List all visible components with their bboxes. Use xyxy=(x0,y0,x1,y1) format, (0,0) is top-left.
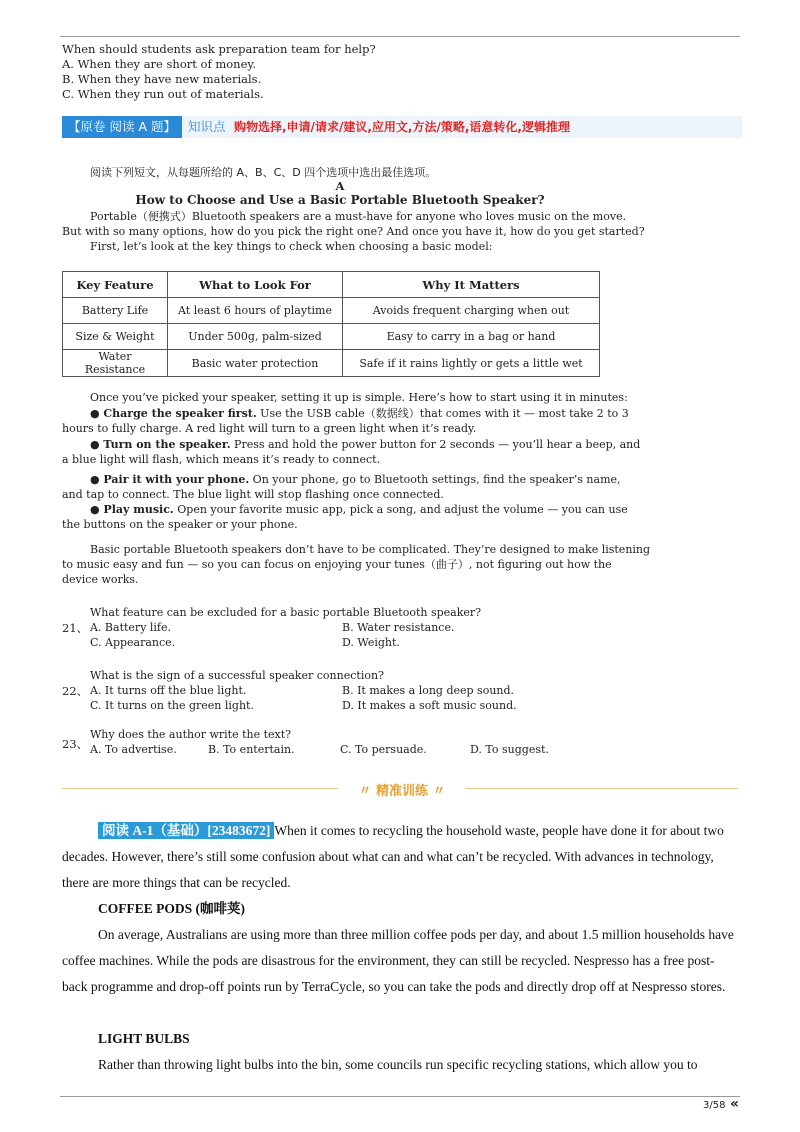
option-d: D. To suggest. xyxy=(470,743,549,756)
bullet-cont: the buttons on the speaker or your phone. xyxy=(62,518,298,531)
bullet-text: Use the USB cable（数据线）that comes with it — most take 2 to 3 xyxy=(256,407,629,420)
section-divider xyxy=(62,780,738,798)
practice-intro-text: When it comes to recycling the household waste, people have done it for about two decades. However, there’s still some confusion about what can and what can’t be recycled. With advances in technology, there are more things that can be recycled. xyxy=(62,823,724,890)
question-number: 22、 xyxy=(62,684,89,698)
question-stem: Why does the author write the text? xyxy=(90,728,292,741)
paragraph-line: But with so many options, how do you pick the right one? And once you have it, how do you get started? xyxy=(62,225,645,238)
option-a: A. It turns off the blue light. xyxy=(90,684,247,697)
bullet-charge xyxy=(90,406,629,421)
table-header: Why It Matters xyxy=(343,272,600,298)
practice-tag: 阅读 A-1（基础）[23483672] xyxy=(98,822,274,839)
top-rule xyxy=(60,36,740,37)
divider-line-right xyxy=(466,788,738,789)
option-b: B. Water resistance. xyxy=(342,621,455,634)
table-cell: Under 500g, palm-sized xyxy=(168,324,343,350)
bullet-heading: ● Charge the speaker first. xyxy=(90,407,257,420)
table-cell: Battery Life xyxy=(63,298,168,324)
instruction: 阅读下列短文，从每题所给的 A、B、C、D 四个选项中选出最佳选项。 xyxy=(90,166,437,179)
question-number: 23、 xyxy=(62,737,89,751)
bullet-heading: ● Play music. xyxy=(90,503,174,516)
option-c: C. To persuade. xyxy=(340,743,427,756)
table-cell: At least 6 hours of playtime xyxy=(168,298,343,324)
prev-option-c: C. When they run out of materials. xyxy=(62,87,264,101)
heading-light-bulbs: LIGHT BULBS xyxy=(98,1031,190,1046)
bullet-text: Open your favorite music app, pick a song, and adjust the volume — you can use xyxy=(173,503,628,516)
feature-table xyxy=(62,271,600,377)
option-d: D. It makes a soft music sound. xyxy=(342,699,517,712)
question-stem: What feature can be excluded for a basic portable Bluetooth speaker? xyxy=(90,606,482,619)
table-cell: Avoids frequent charging when out xyxy=(343,298,600,324)
paragraph-coffee-pods: On average, Australians are using more than three million coffee pods per day, and about 1.5 million households have coffee machines. While the pods are disastrous for the environment, they can still be recycled. Nespresso has a free post-back programme and drop-off points run by TerraCycle, so you can take the pods and directly drop off at Nespresso stores. xyxy=(62,927,734,994)
divider-title: 〃 精准训练 〃 xyxy=(358,784,446,799)
option-c: C. Appearance. xyxy=(90,636,176,649)
bullet-heading: ● Turn on the speaker. xyxy=(90,438,231,451)
prev-option-b: B. When they have new materials. xyxy=(62,72,262,86)
bullet-cont: hours to fully charge. A red light will turn to a green light when it’s ready. xyxy=(62,422,477,435)
section-tag: 【原卷 阅读 A 题】 xyxy=(62,116,182,138)
option-b: B. It makes a long deep sound. xyxy=(342,684,515,697)
paragraph-line: to music easy and fun — so you can focus on enjoying your tunes（曲子）, not figuring out how the xyxy=(62,558,612,571)
prev-option-a: A. When they are short of money. xyxy=(62,57,257,71)
option-c: C. It turns on the green light. xyxy=(90,699,254,712)
bullet-play xyxy=(90,502,628,517)
bullet-pair xyxy=(90,472,621,487)
bullet-text: On your phone, go to Bluetooth settings, find the speaker’s name, xyxy=(249,473,621,486)
knowledge-points: 购物选择,申请/请求/建议,应用文,方法/策略,语意转化,逻辑推理 xyxy=(234,120,570,134)
heading-coffee-pods: COFFEE PODS (咖啡荚) xyxy=(98,901,245,916)
paragraph-line: Basic portable Bluetooth speakers don’t have to be complicated. They’re designed to make listening xyxy=(90,543,651,556)
option-a: A. Battery life. xyxy=(90,621,172,634)
section-banner xyxy=(62,116,742,138)
practice-intro xyxy=(62,818,738,896)
bullet-cont: a blue light will flash, which means it’s ready to connect. xyxy=(62,453,381,466)
table-cell: Water Resistance xyxy=(63,350,168,377)
table-row xyxy=(63,298,600,324)
question-stem: What is the sign of a successful speaker connection? xyxy=(90,669,384,682)
table-cell: Easy to carry in a bag or hand xyxy=(343,324,600,350)
bullet-text: Press and hold the power button for 2 seconds — you’ll hear a beep, and xyxy=(230,438,641,451)
next-page-icon[interactable]: « xyxy=(730,1096,740,1112)
bullet-heading: ● Pair it with your phone. xyxy=(90,473,250,486)
divider-line-left xyxy=(62,788,338,789)
knowledge-label: 知识点 xyxy=(188,119,226,134)
prev-question-stem: When should students ask preparation team for help? xyxy=(62,42,376,56)
table-header: What to Look For xyxy=(168,272,343,298)
passage-letter: A xyxy=(335,179,345,193)
paragraph-line: Once you’ve picked your speaker, setting it up is simple. Here’s how to start using it in minutes: xyxy=(90,391,628,404)
table-row xyxy=(63,324,600,350)
paragraph-line: device works. xyxy=(62,573,139,586)
table-header: Key Feature xyxy=(63,272,168,298)
paragraph-line: Portable（便携式）Bluetooth speakers are a must-have for anyone who loves music on the move. xyxy=(90,210,627,223)
table-cell: Safe if it rains lightly or gets a little wet xyxy=(343,350,600,377)
paragraph-line: First, let’s look at the key things to check when choosing a basic model: xyxy=(90,240,493,253)
table-header-row xyxy=(63,272,600,298)
bottom-rule xyxy=(60,1096,740,1097)
paragraph-light-bulbs: Rather than throwing light bulbs into the bin, some councils run specific recycling stations, which allow you to xyxy=(98,1057,698,1072)
option-b: B. To entertain. xyxy=(208,743,295,756)
bullet-power xyxy=(90,437,640,452)
table-cell: Basic water protection xyxy=(168,350,343,377)
table-cell: Size & Weight xyxy=(63,324,168,350)
bullet-cont: and tap to connect. The blue light will stop flashing once connected. xyxy=(62,488,444,501)
page-number: 3/58 xyxy=(703,1100,726,1111)
option-a: A. To advertise. xyxy=(90,743,177,756)
question-number: 21、 xyxy=(62,621,89,635)
option-d: D. Weight. xyxy=(342,636,400,649)
table-row xyxy=(63,350,600,377)
passage-title: How to Choose and Use a Basic Portable Bluetooth Speaker? xyxy=(135,193,545,207)
